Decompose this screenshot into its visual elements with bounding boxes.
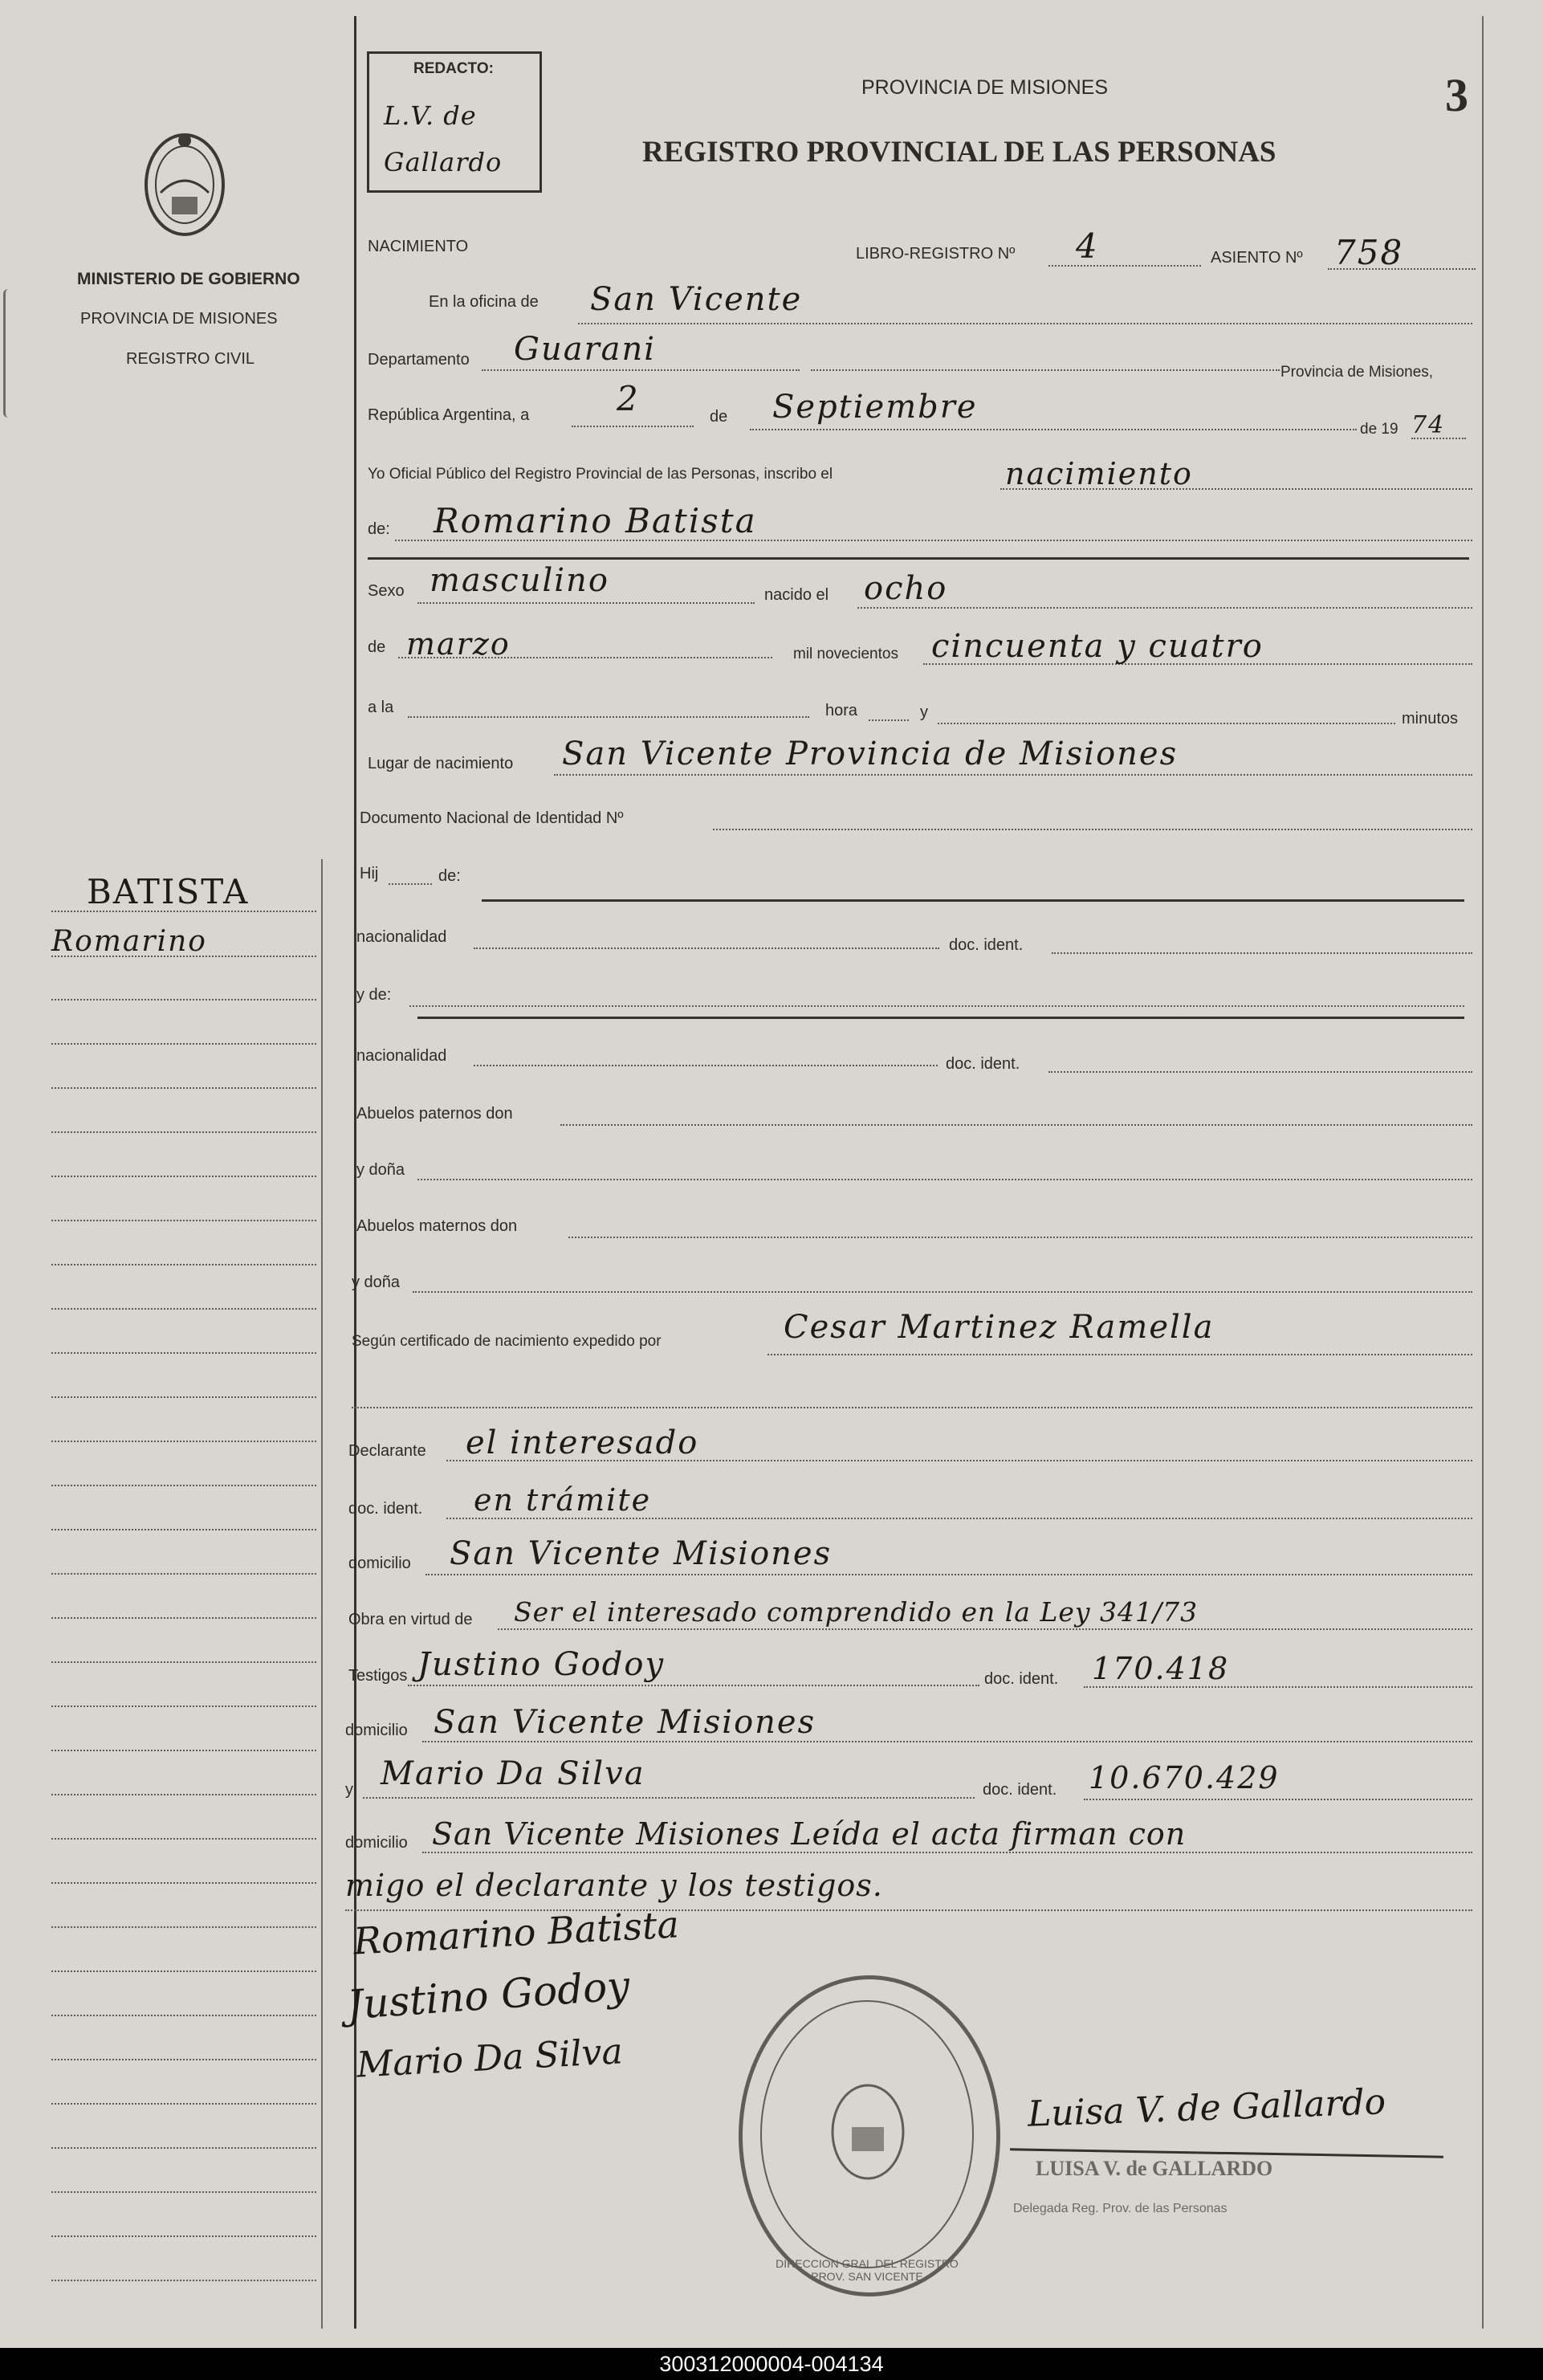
sidebar-blank-line [51, 1838, 316, 1840]
section-rule-1 [368, 557, 1469, 560]
de-label: de [710, 408, 728, 426]
libro-label: LIBRO-REGISTRO Nº [856, 245, 1016, 263]
right-margin-line [1482, 16, 1484, 2329]
doc-ident2-label: doc. ident. [946, 1055, 1020, 1073]
section-rule-3 [417, 1017, 1464, 1019]
registrant-signature: Romarino Batista [352, 1902, 681, 1963]
sidebar-blank-line [51, 1131, 316, 1133]
a-la-label: a la [368, 699, 394, 716]
testigo2-value: Mario Da Silva [381, 1755, 645, 1792]
hora-label: hora [825, 702, 858, 719]
domicilio-value: San Vicente Misiones [450, 1535, 833, 1572]
sidebar-blank-line [51, 2147, 316, 2149]
sidebar-blank-line [51, 1926, 316, 1928]
sidebar-blank-line [51, 2015, 316, 2016]
sidebar-blank-line [51, 1970, 316, 1972]
civil-registry-label: REGISTRO CIVIL [126, 350, 255, 368]
binding-hole [3, 289, 14, 418]
sidebar-blank-line [51, 2191, 316, 2193]
doc-ident1-label: doc. ident. [949, 936, 1024, 954]
oficina-label: En la oficina de [429, 293, 539, 311]
sidebar-blank-line [51, 1750, 316, 1751]
ministry-label: MINISTERIO DE GOBIERNO [77, 270, 300, 288]
libro-value: 4 [1076, 226, 1099, 266]
y2-label: y [345, 1781, 353, 1799]
header-province: PROVINCIA DE MISIONES [861, 76, 1109, 99]
official-stamp: LUISA V. de GALLARDO [1036, 2157, 1273, 2180]
dni-label: Documento Nacional de Identidad Nº [360, 809, 624, 827]
sidebar-line [321, 859, 323, 2329]
yo-oficial-value: nacimiento [1005, 456, 1193, 491]
domicilio-label: domicilio [348, 1555, 411, 1572]
year-value: 74 [1411, 411, 1446, 439]
sidebar-blank-line [51, 1087, 316, 1089]
doc-ident-decl-label: doc. ident. [348, 1500, 423, 1518]
sidebar-blank-line [51, 1176, 316, 1177]
witness2-signature: Mario Da Silva [355, 2031, 624, 2086]
sidebar-blank-line [51, 1529, 316, 1530]
abuelos-paternos-label: Abuelos paternos don [356, 1105, 513, 1123]
nacido-label: nacido el [764, 586, 829, 604]
de2-label: de: [368, 520, 390, 538]
nacionalidad1-label: nacionalidad [356, 928, 447, 946]
doc-ident-decl-value: en trámite [474, 1482, 652, 1518]
hij-label: Hij [360, 865, 379, 882]
witness1-signature: Justino Godoy [345, 1962, 632, 2029]
seal-text: DIRECCION GRAL DEL REGISTRO PROV. SAN VICENTE [776, 2257, 959, 2283]
domicilio2-label: domicilio [345, 1722, 408, 1739]
declarante-label: Declarante [348, 1442, 426, 1460]
y-de-label: y de: [356, 986, 392, 1004]
sidebar-blank-line [51, 1352, 316, 1354]
section-rule-2 [482, 899, 1464, 902]
abuelos-maternos-label: Abuelos maternos don [356, 1217, 518, 1235]
depto-value: Guarani [514, 331, 657, 368]
depto-label: Departamento [368, 351, 470, 369]
day-value: 2 [617, 379, 640, 418]
sidebar-blank-line [51, 999, 316, 1000]
de3-label: de [368, 638, 386, 656]
sidebar-blank-line [51, 1706, 316, 1707]
seal-emblem-icon [820, 2076, 916, 2188]
month2-value: marzo [406, 626, 511, 662]
sidebar-blank-line [51, 1308, 316, 1310]
doc-ident-t2-label: doc. ident. [983, 1781, 1057, 1799]
certificado-label: Según certificado de nacimiento expedido por [352, 1333, 662, 1350]
domicilio3-label: domicilio [345, 1834, 408, 1852]
official-title: Delegada Reg. Prov. de las Personas [1013, 2202, 1227, 2215]
testigo1-value: Justino Godoy [417, 1646, 666, 1683]
mil-novecientos-value: cincuenta y cuatro [931, 628, 1264, 665]
sidebar-blank-line [51, 2103, 316, 2105]
sidebar-blank-line [51, 1396, 316, 1398]
sidebar-blank-line [51, 2235, 316, 2237]
sexo-label: Sexo [368, 582, 405, 600]
certificado-value: Cesar Martinez Ramella [784, 1309, 1215, 1346]
registry-title: REGISTRO PROVINCIAL DE LAS PERSONAS [642, 136, 1276, 169]
obra-label: Obra en virtud de [348, 1611, 473, 1628]
sidebar-blank-line [51, 1794, 316, 1795]
testigo2-doc-value: 10.670.429 [1089, 1760, 1280, 1795]
yo-oficial-label: Yo Oficial Público del Registro Provincial de las Personas, inscribo el [368, 466, 833, 483]
domicilio2-value: San Vicente Misiones [434, 1704, 816, 1741]
y-dona2-label: y doña [352, 1274, 401, 1291]
image-caption: 300312000004-004134 [0, 2348, 1543, 2380]
sidebar-blank-line [51, 1264, 316, 1265]
sidebar-blank-line [51, 1661, 316, 1663]
sidebar-blank-line [51, 1485, 316, 1486]
testigos-label: Testigos [348, 1667, 408, 1685]
asiento-value: 758 [1334, 233, 1404, 272]
page-number: 3 [1445, 69, 1468, 121]
asiento-label: ASIENTO Nº [1211, 249, 1303, 267]
month-value: Septiembre [772, 389, 978, 426]
sidebar-surname: BATISTA [87, 872, 250, 911]
sidebar-blank-line [51, 1441, 316, 1442]
sidebar-blank-line [51, 2280, 316, 2281]
nacionalidad2-label: nacionalidad [356, 1047, 447, 1065]
sidebar-blank-line [51, 1882, 316, 1884]
domicilio3-value: San Vicente Misiones Leída el acta firman con [432, 1816, 1187, 1852]
registrant-name-value: Romarino Batista [434, 501, 757, 540]
provincia-label: Provincia de Misiones, [1280, 364, 1434, 381]
year-label: de 19 [1360, 421, 1398, 438]
doc-ident-t1-label: doc. ident. [984, 1670, 1059, 1688]
redacto-label: REDACTO: [413, 60, 494, 77]
y-dona1-label: y doña [356, 1161, 405, 1179]
closing-value: migo el declarante y los testigos. [345, 1868, 883, 1903]
redacto-value: L.V. de Gallardo [384, 100, 503, 177]
minutos-label: minutos [1402, 710, 1459, 727]
sidebar-blank-line [51, 1617, 316, 1619]
y-label: y [920, 703, 928, 721]
act-type-label: NACIMIENTO [368, 238, 469, 255]
sidebar-blank-line [51, 1573, 316, 1575]
lugar-label: Lugar de nacimiento [368, 755, 514, 772]
sidebar-blank-line [51, 1220, 316, 1221]
obra-value: Ser el interesado comprendido en la Ley 341/73 [514, 1596, 1199, 1628]
republica-label: República Argentina, a [368, 406, 530, 424]
de4-label: de: [438, 867, 461, 885]
lugar-value: San Vicente Provincia de Misiones [562, 736, 1179, 772]
official-signature: Luisa V. de Gallardo [1027, 2081, 1386, 2135]
testigo1-doc-value: 170.418 [1092, 1651, 1230, 1686]
sidebar-blank-line [51, 2059, 316, 2060]
official-seal [739, 1975, 1000, 2296]
mil-novecientos-label: mil novecientos [793, 646, 898, 662]
coat-of-arms-icon [136, 124, 233, 245]
declarante-value: el interesado [466, 1424, 699, 1461]
nacido-value: ocho [864, 570, 948, 607]
sidebar-province-label: PROVINCIA DE MISIONES [80, 310, 278, 328]
sexo-value: masculino [430, 562, 609, 599]
oficina-value: San Vicente [590, 281, 803, 318]
sidebar-blank-line [51, 1043, 316, 1045]
sidebar-given-name: Romarino [51, 925, 207, 958]
redacto-box [367, 51, 542, 193]
